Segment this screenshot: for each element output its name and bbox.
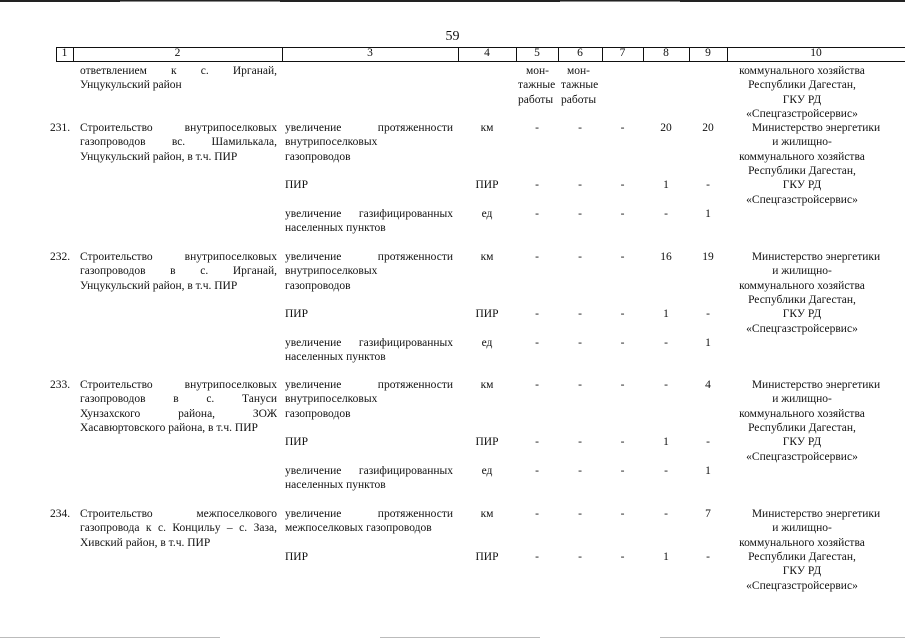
value-col7: - xyxy=(620,208,625,220)
value-col5: - xyxy=(535,251,539,263)
col6-line: работы xyxy=(561,94,597,106)
value-col6: - xyxy=(578,308,582,320)
responsible-line: ГКУ РД xyxy=(782,436,822,448)
indicator-line: ПИР xyxy=(285,436,309,448)
scan-artifact xyxy=(120,1,280,2)
value-col9: 1 xyxy=(705,337,711,349)
value-col9: - xyxy=(706,551,710,563)
column-number: 1 xyxy=(61,47,68,59)
object-line: Строительство внутрипоселковых xyxy=(80,379,277,391)
responsible-line: ГКУ РД xyxy=(782,94,822,106)
column-number: 10 xyxy=(810,47,822,59)
unit: ПИР xyxy=(475,436,499,448)
object-line: Строительство внутрипоселковых xyxy=(80,251,277,263)
indicator-line: газопроводов xyxy=(285,408,351,420)
indicator-line: ПИР xyxy=(285,179,309,191)
indicator-line: увеличение протяженности xyxy=(285,508,453,520)
value-col5: - xyxy=(535,122,539,134)
value-col6: - xyxy=(578,551,582,563)
object-line: Хунзахского района, ЗОЖ xyxy=(80,408,277,420)
value-col7: - xyxy=(620,308,625,320)
scan-artifact xyxy=(660,637,905,638)
column-number: 2 xyxy=(174,47,181,59)
value-col6: - xyxy=(578,465,582,477)
value-col7: - xyxy=(620,179,625,191)
col6-line: тажные xyxy=(561,79,599,91)
page-number: 59 xyxy=(445,29,460,44)
row-number: 233. xyxy=(50,379,71,391)
value-col9: 4 xyxy=(705,379,711,391)
value-col9: - xyxy=(706,308,710,320)
indicator-line: увеличение газифицированных xyxy=(285,465,453,477)
value-col7: - xyxy=(620,508,625,520)
value-col6: - xyxy=(578,122,582,134)
unit: км xyxy=(480,508,494,520)
responsible-line: «Спецгазстройсервис» xyxy=(746,323,858,335)
responsible-line: ГКУ РД xyxy=(782,565,822,577)
object-line: газопровода к с. Концильу – с. Заза, xyxy=(80,522,277,534)
col5-line: работы xyxy=(518,94,554,106)
indicator-line: увеличение газифицированных xyxy=(285,337,453,349)
value-col7: - xyxy=(620,251,625,263)
unit: км xyxy=(480,122,494,134)
scan-artifact xyxy=(0,637,220,638)
column-number: 6 xyxy=(577,47,583,59)
object-line: газопроводов в с. Тануси xyxy=(80,393,277,405)
unit: ед xyxy=(481,208,493,220)
column-number: 3 xyxy=(367,47,373,59)
value-col6: - xyxy=(578,179,582,191)
indicator-line: увеличение протяженности xyxy=(285,122,453,134)
value-col7: - xyxy=(620,122,625,134)
value-col5: - xyxy=(535,337,539,349)
responsible-line: и жилищно- xyxy=(772,522,832,534)
responsible-line: Республики Дагестан, xyxy=(748,165,856,177)
indicator-line: внутрипоселковых xyxy=(285,136,378,148)
column-number: 7 xyxy=(619,47,626,59)
indicator-line: увеличение протяженности xyxy=(285,251,453,263)
value-col6: - xyxy=(578,379,582,391)
value-col8: - xyxy=(664,337,668,349)
value-col8: - xyxy=(664,379,668,391)
value-col5: - xyxy=(535,379,539,391)
value-col7: - xyxy=(620,436,625,448)
row-number: 232. xyxy=(50,251,71,263)
unit: ед xyxy=(481,337,493,349)
object-line: Строительство внутрипоселковых xyxy=(80,122,277,134)
unit: ПИР xyxy=(475,179,499,191)
responsible-line: «Спецгазстройсервис» xyxy=(746,194,858,206)
indicator-line: населенных пунктов xyxy=(285,222,386,234)
value-col9: - xyxy=(706,436,710,448)
value-col8: - xyxy=(664,465,668,477)
indicator-line: газопроводов xyxy=(285,280,351,292)
header-bottom-rule xyxy=(56,61,905,62)
responsible-line: и жилищно- xyxy=(772,265,832,277)
object-line: газопроводов вс. Шамилькала, xyxy=(80,136,277,148)
indicator-line: увеличение газифицированных xyxy=(285,208,453,220)
row-number: 234. xyxy=(50,508,71,520)
object-line: Хивский район, в т.ч. ПИР xyxy=(80,537,211,549)
responsible-line: Министерство энергетики xyxy=(751,251,881,263)
unit: ед xyxy=(481,465,493,477)
responsible-line: коммунального хозяйства xyxy=(739,65,865,77)
indicator-line: внутрипоселковых xyxy=(285,265,378,277)
object-line: Унцукульский район, в т.ч. ПИР xyxy=(80,151,238,163)
value-col6: - xyxy=(578,208,582,220)
value-col5: - xyxy=(535,179,539,191)
responsible-line: Министерство энергетики xyxy=(751,122,881,134)
responsible-line: Республики Дагестан, xyxy=(748,551,856,563)
column-number: 8 xyxy=(663,47,669,59)
value-col8: 1 xyxy=(663,179,669,191)
col6-line: мон- xyxy=(567,65,591,77)
responsible-line: коммунального хозяйства xyxy=(739,408,865,420)
value-col5: - xyxy=(535,208,539,220)
value-col5: - xyxy=(535,508,539,520)
responsible-line: Республики Дагестан, xyxy=(748,79,856,91)
responsible-line: коммунального хозяйства xyxy=(739,151,865,163)
unit: ПИР xyxy=(475,308,499,320)
value-col8: 1 xyxy=(663,436,669,448)
value-col8: 1 xyxy=(663,551,669,563)
unit: км xyxy=(480,379,494,391)
indicator-line: внутрипоселковых xyxy=(285,393,378,405)
responsible-line: Министерство энергетики xyxy=(751,379,881,391)
unit: км xyxy=(480,251,494,263)
responsible-line: и жилищно- xyxy=(772,393,832,405)
object-line: Хасавюртовского района, в т.ч. ПИР xyxy=(80,422,258,434)
responsible-line: «Спецгазстройсервис» xyxy=(746,451,858,463)
value-col7: - xyxy=(620,337,625,349)
row-number: 231. xyxy=(50,122,71,134)
responsible-line: «Спецгазстройсервис» xyxy=(746,108,858,120)
col5-line: мон- xyxy=(526,65,550,77)
value-col5: - xyxy=(535,551,539,563)
responsible-line: ГКУ РД xyxy=(782,308,822,320)
indicator-line: ПИР xyxy=(285,551,309,563)
responsible-line: коммунального хозяйства xyxy=(739,537,865,549)
column-number: 9 xyxy=(705,47,711,59)
value-col6: - xyxy=(578,337,582,349)
responsible-line: коммунального хозяйства xyxy=(739,280,865,292)
object-line: Унцукульский район xyxy=(80,79,182,91)
scan-artifact xyxy=(560,1,680,2)
value-col8: 16 xyxy=(660,251,672,263)
value-col5: - xyxy=(535,465,539,477)
value-col6: - xyxy=(578,436,582,448)
value-col5: - xyxy=(535,308,539,320)
responsible-line: и жилищно- xyxy=(772,136,832,148)
column-number: 4 xyxy=(484,47,490,59)
value-col9: 7 xyxy=(705,508,711,520)
value-col9: 20 xyxy=(702,122,714,134)
object-line: ответвлением к с. Ирганай, xyxy=(80,65,277,77)
value-col7: - xyxy=(620,379,625,391)
indicator-line: населенных пунктов xyxy=(285,479,386,491)
unit: ПИР xyxy=(475,551,499,563)
indicator-line: межпоселковых газопроводов xyxy=(285,522,432,534)
indicator-line: населенных пунктов xyxy=(285,351,386,363)
responsible-line: Республики Дагестан, xyxy=(748,422,856,434)
indicator-line: ПИР xyxy=(285,308,309,320)
column-number: 5 xyxy=(534,47,540,59)
value-col9: 1 xyxy=(705,465,711,477)
value-col8: - xyxy=(664,208,668,220)
value-col5: - xyxy=(535,436,539,448)
responsible-line: Министерство энергетики xyxy=(751,508,881,520)
responsible-line: «Спецгазстройсервис» xyxy=(746,580,858,592)
object-line: Строительство межпоселкового xyxy=(80,508,277,520)
responsible-line: Республики Дагестан, xyxy=(748,294,856,306)
responsible-line: ГКУ РД xyxy=(782,179,822,191)
scan-artifact xyxy=(380,637,540,638)
col5-line: тажные xyxy=(518,79,556,91)
object-line: газопроводов в с. Ирганай, xyxy=(80,265,277,277)
value-col7: - xyxy=(620,551,625,563)
object-line: Унцукульский район, в т.ч. ПИР xyxy=(80,280,238,292)
value-col9: - xyxy=(706,179,710,191)
value-col9: 1 xyxy=(705,208,711,220)
value-col8: 20 xyxy=(660,122,672,134)
value-col9: 19 xyxy=(702,251,714,263)
value-col6: - xyxy=(578,508,582,520)
indicator-line: газопроводов xyxy=(285,151,351,163)
value-col8: - xyxy=(664,508,668,520)
indicator-line: увеличение протяженности xyxy=(285,379,453,391)
value-col8: 1 xyxy=(663,308,669,320)
value-col6: - xyxy=(578,251,582,263)
value-col7: - xyxy=(620,465,625,477)
